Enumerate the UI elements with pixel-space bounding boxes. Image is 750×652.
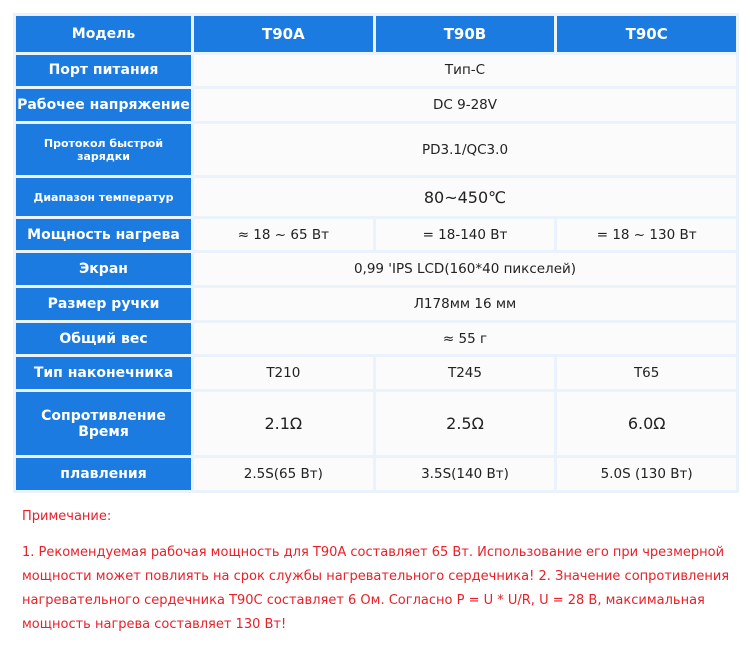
notes-body: 1. Рекомендуемая рабочая мощность для T90A составляет 65 Вт. Использование его при чрезмерной мощности может повлиять на срок службы нагревательного сердечника! 2. Значение сопротивления нагревательного сердечника T90C составляет 6 Ом. Согласно P = U * U/R, U = 28 В, максимальная мощность нагрева составляет 130 Вт! bbox=[22, 545, 730, 632]
model-header-label: Модель bbox=[16, 16, 191, 52]
table-header-row bbox=[16, 16, 736, 52]
row-value-resistance-t90a: 2.1Ω bbox=[194, 392, 373, 455]
spec-table bbox=[13, 13, 739, 493]
row-value-fast-charge: PD3.1/QC3.0 bbox=[194, 124, 736, 175]
row-value-handle-size: Л178мм 16 мм bbox=[194, 288, 736, 320]
table-row bbox=[16, 124, 736, 175]
row-value-melting-t90a: 2.5S(65 Вт) bbox=[194, 458, 373, 490]
table-row bbox=[16, 392, 736, 455]
spec-table-container bbox=[13, 13, 739, 493]
row-value-power-port: Тип-С bbox=[194, 55, 736, 87]
row-label-handle-size: Размер ручки bbox=[16, 288, 191, 320]
model-name-t90a: T90A bbox=[194, 16, 373, 52]
table-row bbox=[16, 178, 736, 216]
row-label-heating-power: Мощность нагрева bbox=[16, 219, 191, 251]
row-label-power-port: Порт питания bbox=[16, 55, 191, 87]
row-value-resistance-t90c: 6.0Ω bbox=[557, 392, 736, 455]
row-label-melting: плавления bbox=[16, 458, 191, 490]
row-label-temp-range: Диапазон температур bbox=[16, 178, 191, 216]
table-row bbox=[16, 458, 736, 490]
row-value-voltage: DC 9-28V bbox=[194, 89, 736, 121]
model-name-t90c: T90C bbox=[557, 16, 736, 52]
row-value-tip-type-t90b: T245 bbox=[376, 357, 555, 389]
row-label-voltage: Рабочее напряжение bbox=[16, 89, 191, 121]
table-row bbox=[16, 323, 736, 355]
row-value-weight: ≈ 55 г bbox=[194, 323, 736, 355]
row-value-melting-t90b: 3.5S(140 Вт) bbox=[376, 458, 555, 490]
row-value-heating-power-t90a: ≈ 18 ~ 65 Вт bbox=[194, 219, 373, 251]
table-row bbox=[16, 55, 736, 87]
row-value-melting-t90c: 5.0S (130 Вт) bbox=[557, 458, 736, 490]
table-row bbox=[16, 357, 736, 389]
table-row bbox=[16, 89, 736, 121]
row-value-screen: 0,99 'IPS LCD(160*40 пикселей) bbox=[194, 253, 736, 285]
row-label-resistance: Сопротивление Время bbox=[16, 392, 191, 455]
table-row bbox=[16, 288, 736, 320]
row-label-fast-charge: Протокол быстрой зарядки bbox=[16, 124, 191, 175]
row-label-weight: Общий вес bbox=[16, 323, 191, 355]
row-value-heating-power-t90c: = 18 ~ 130 Вт bbox=[557, 219, 736, 251]
table-row bbox=[16, 219, 736, 251]
model-name-t90b: T90B bbox=[376, 16, 555, 52]
row-label-screen: Экран bbox=[16, 253, 191, 285]
row-value-heating-power-t90b: = 18-140 Вт bbox=[376, 219, 555, 251]
row-value-temp-range: 80~450℃ bbox=[194, 178, 736, 216]
notes-section bbox=[22, 505, 734, 637]
row-value-tip-type-t90c: T65 bbox=[557, 357, 736, 389]
row-label-tip-type: Тип наконечника bbox=[16, 357, 191, 389]
table-row bbox=[16, 253, 736, 285]
row-value-tip-type-t90a: T210 bbox=[194, 357, 373, 389]
notes-heading: Примечание: bbox=[22, 509, 112, 524]
row-value-resistance-t90b: 2.5Ω bbox=[376, 392, 555, 455]
